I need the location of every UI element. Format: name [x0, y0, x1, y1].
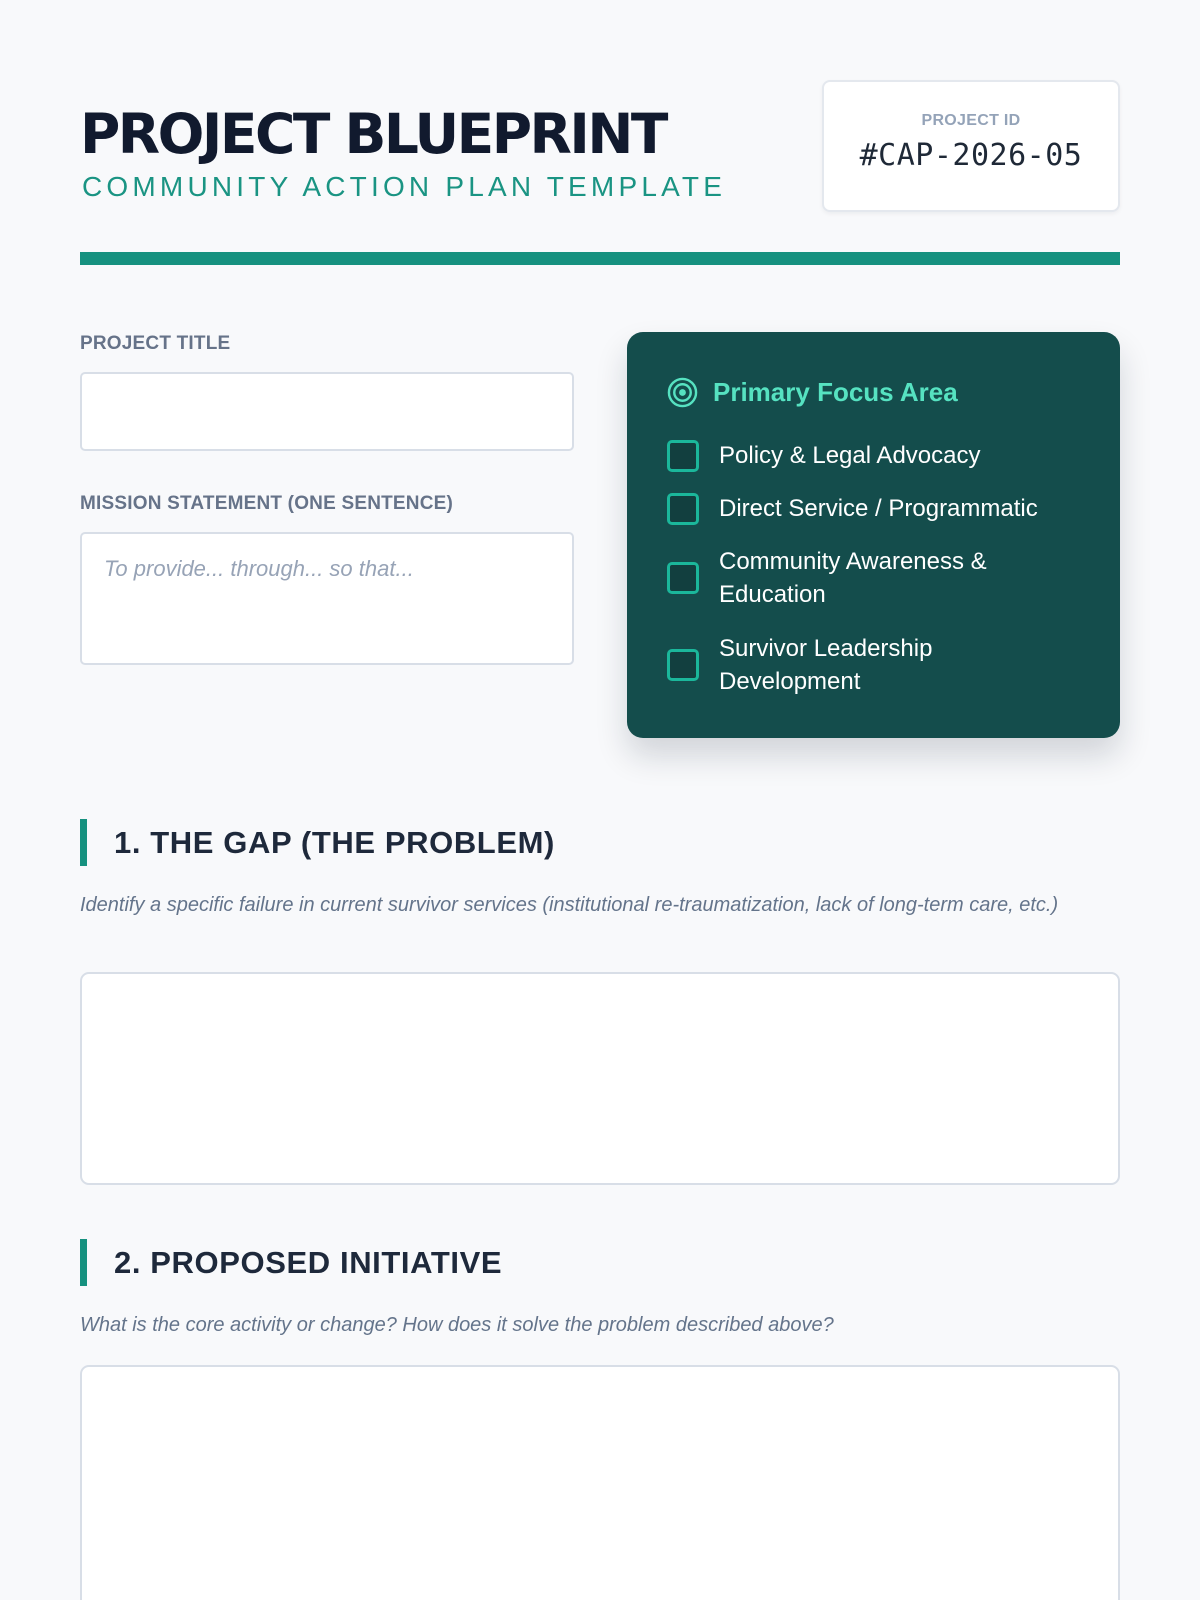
initiative-response-field[interactable]: [80, 1365, 1120, 1600]
section-initiative-hint: What is the core activity or change? How does it solve the problem described above?: [80, 1314, 834, 1336]
section-accent-bar: [80, 819, 87, 866]
mission-statement-label: MISSION STATEMENT (ONE SENTENCE): [80, 493, 454, 514]
document-title: PROJECT BLUEPRINT: [80, 102, 666, 166]
focus-option-label: Policy & Legal Advocacy: [719, 442, 981, 469]
project-id-box: [822, 80, 1120, 212]
direct-service-checkbox[interactable]: [667, 493, 699, 525]
mission-statement-field[interactable]: [80, 532, 574, 665]
project-id-value: #CAP-2026-05: [859, 138, 1083, 173]
focus-option-direct-service[interactable]: [667, 492, 1038, 525]
section-initiative-title: 2. PROPOSED INITIATIVE: [114, 1245, 503, 1280]
community-awareness-checkbox[interactable]: [667, 562, 699, 594]
primary-focus-title: Primary Focus Area: [713, 376, 958, 407]
focus-option-policy[interactable]: [667, 439, 980, 472]
document-subtitle: COMMUNITY ACTION PLAN TEMPLATE: [82, 171, 727, 202]
focus-option-label: Community Awareness & Education: [719, 548, 987, 608]
project-title-input[interactable]: [80, 372, 574, 451]
project-title-label: PROJECT TITLE: [80, 333, 231, 354]
primary-focus-card: [627, 332, 1120, 738]
focus-option-label: Survivor Leadership Development: [719, 635, 933, 695]
section-gap-title: 1. THE GAP (THE PROBLEM): [114, 825, 555, 860]
survivor-leadership-checkbox[interactable]: [667, 649, 699, 681]
header-divider: [80, 252, 1120, 265]
document-header: [80, 80, 1120, 212]
primary-focus-header: [667, 375, 958, 409]
policy-checkbox[interactable]: [667, 440, 699, 472]
focus-option-community-awareness[interactable]: [667, 545, 987, 611]
project-id-label: PROJECT ID: [921, 112, 1021, 129]
section-gap-hint: Identify a specific failure in current survivor services (institutional re-traumatization, lack of long-term care, etc.): [80, 894, 1059, 916]
focus-option-survivor-leadership[interactable]: [667, 632, 932, 698]
section-accent-bar: [80, 1239, 87, 1286]
focus-option-label: Direct Service / Programmatic: [719, 495, 1038, 522]
gap-response-field[interactable]: [80, 972, 1120, 1185]
target-icon: [667, 377, 698, 408]
